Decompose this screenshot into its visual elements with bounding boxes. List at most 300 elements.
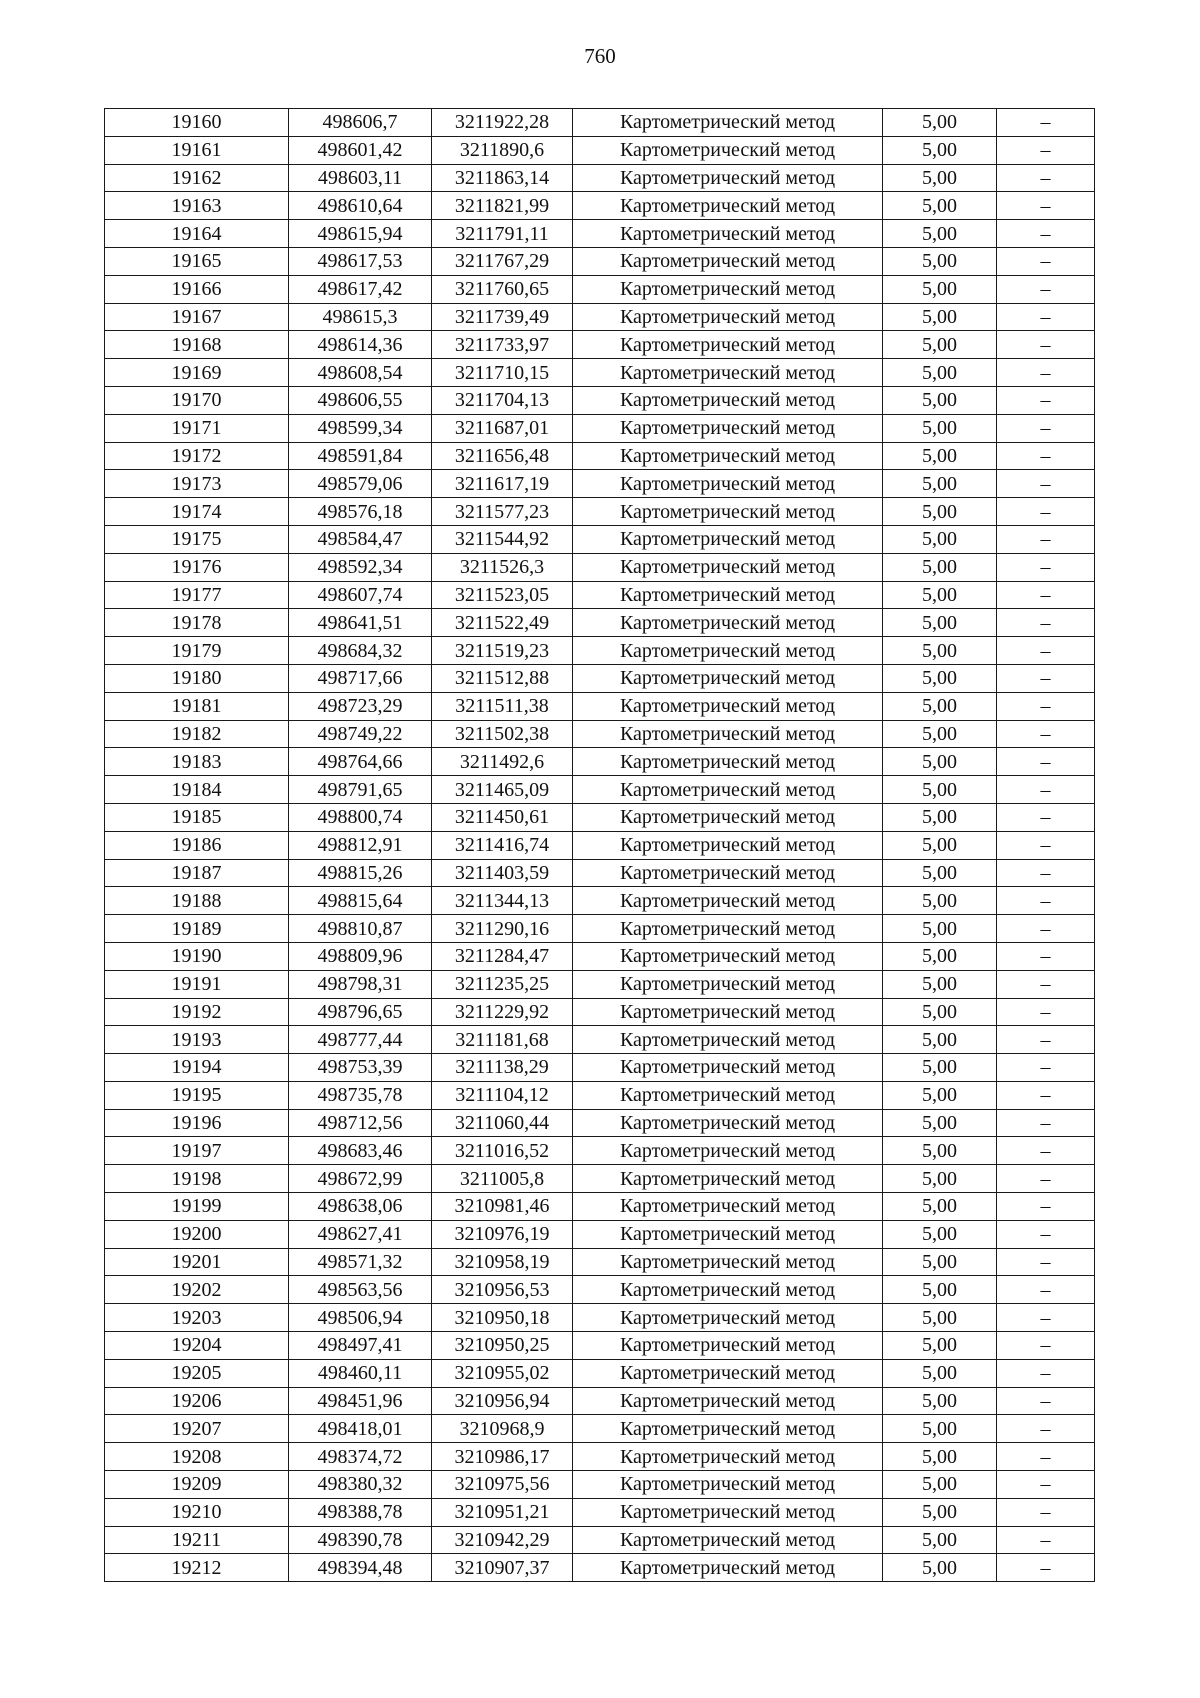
y-coordinate-cell: 3211511,38: [432, 692, 573, 720]
method-cell: Картометрический метод: [573, 609, 883, 637]
point-number-cell: 19170: [105, 386, 289, 414]
method-cell: Картометрический метод: [573, 803, 883, 831]
method-cell: Картометрический метод: [573, 331, 883, 359]
note-cell: –: [997, 1220, 1095, 1248]
note-cell: –: [997, 275, 1095, 303]
table-row: [105, 581, 1095, 609]
note-cell: –: [997, 386, 1095, 414]
note-cell: –: [997, 776, 1095, 804]
accuracy-cell: 5,00: [883, 1193, 997, 1221]
point-number-cell: 19201: [105, 1248, 289, 1276]
table-row: [105, 692, 1095, 720]
coordinates-table-body: [105, 109, 1095, 1582]
note-cell: –: [997, 1276, 1095, 1304]
y-coordinate-cell: 3210958,19: [432, 1248, 573, 1276]
method-cell: Картометрический метод: [573, 303, 883, 331]
y-coordinate-cell: 3210975,56: [432, 1471, 573, 1499]
accuracy-cell: 5,00: [883, 692, 997, 720]
point-number-cell: 19206: [105, 1387, 289, 1415]
point-number-cell: 19205: [105, 1359, 289, 1387]
y-coordinate-cell: 3211522,49: [432, 609, 573, 637]
accuracy-cell: 5,00: [883, 247, 997, 275]
x-coordinate-cell: 498684,32: [289, 637, 432, 665]
accuracy-cell: 5,00: [883, 164, 997, 192]
method-cell: Картометрический метод: [573, 386, 883, 414]
accuracy-cell: 5,00: [883, 1081, 997, 1109]
accuracy-cell: 5,00: [883, 192, 997, 220]
x-coordinate-cell: 498497,41: [289, 1332, 432, 1360]
note-cell: –: [997, 1415, 1095, 1443]
y-coordinate-cell: 3211922,28: [432, 109, 573, 137]
table-row: [105, 664, 1095, 692]
y-coordinate-cell: 3211710,15: [432, 359, 573, 387]
table-row: [105, 359, 1095, 387]
x-coordinate-cell: 498606,7: [289, 109, 432, 137]
method-cell: Картометрический метод: [573, 1109, 883, 1137]
method-cell: Картометрический метод: [573, 1026, 883, 1054]
table-row: [105, 331, 1095, 359]
point-number-cell: 19165: [105, 247, 289, 275]
note-cell: –: [997, 637, 1095, 665]
accuracy-cell: 5,00: [883, 275, 997, 303]
note-cell: –: [997, 498, 1095, 526]
note-cell: –: [997, 1026, 1095, 1054]
note-cell: –: [997, 359, 1095, 387]
table-row: [105, 1220, 1095, 1248]
point-number-cell: 19171: [105, 414, 289, 442]
y-coordinate-cell: 3211403,59: [432, 859, 573, 887]
accuracy-cell: 5,00: [883, 498, 997, 526]
method-cell: Картометрический метод: [573, 192, 883, 220]
note-cell: –: [997, 1387, 1095, 1415]
method-cell: Картометрический метод: [573, 1137, 883, 1165]
accuracy-cell: 5,00: [883, 1220, 997, 1248]
y-coordinate-cell: 3211492,6: [432, 748, 573, 776]
method-cell: Картометрический метод: [573, 1359, 883, 1387]
y-coordinate-cell: 3211704,13: [432, 386, 573, 414]
note-cell: –: [997, 609, 1095, 637]
point-number-cell: 19173: [105, 470, 289, 498]
accuracy-cell: 5,00: [883, 1415, 997, 1443]
x-coordinate-cell: 498380,32: [289, 1471, 432, 1499]
note-cell: –: [997, 1304, 1095, 1332]
accuracy-cell: 5,00: [883, 386, 997, 414]
table-row: [105, 1387, 1095, 1415]
y-coordinate-cell: 3211284,47: [432, 942, 573, 970]
y-coordinate-cell: 3211733,97: [432, 331, 573, 359]
method-cell: Картометрический метод: [573, 692, 883, 720]
x-coordinate-cell: 498672,99: [289, 1165, 432, 1193]
y-coordinate-cell: 3211060,44: [432, 1109, 573, 1137]
accuracy-cell: 5,00: [883, 220, 997, 248]
point-number-cell: 19179: [105, 637, 289, 665]
y-coordinate-cell: 3211519,23: [432, 637, 573, 665]
y-coordinate-cell: 3210942,29: [432, 1526, 573, 1554]
x-coordinate-cell: 498791,65: [289, 776, 432, 804]
note-cell: –: [997, 581, 1095, 609]
note-cell: –: [997, 1526, 1095, 1554]
table-row: [105, 970, 1095, 998]
point-number-cell: 19167: [105, 303, 289, 331]
point-number-cell: 19204: [105, 1332, 289, 1360]
method-cell: Картометрический метод: [573, 164, 883, 192]
x-coordinate-cell: 498451,96: [289, 1387, 432, 1415]
accuracy-cell: 5,00: [883, 776, 997, 804]
method-cell: Картометрический метод: [573, 942, 883, 970]
method-cell: Картометрический метод: [573, 1387, 883, 1415]
accuracy-cell: 5,00: [883, 637, 997, 665]
point-number-cell: 19166: [105, 275, 289, 303]
point-number-cell: 19190: [105, 942, 289, 970]
point-number-cell: 19174: [105, 498, 289, 526]
point-number-cell: 19176: [105, 553, 289, 581]
y-coordinate-cell: 3210955,02: [432, 1359, 573, 1387]
table-row: [105, 1193, 1095, 1221]
y-coordinate-cell: 3211104,12: [432, 1081, 573, 1109]
table-row: [105, 498, 1095, 526]
point-number-cell: 19160: [105, 109, 289, 137]
y-coordinate-cell: 3211512,88: [432, 664, 573, 692]
method-cell: Картометрический метод: [573, 1554, 883, 1582]
method-cell: Картометрический метод: [573, 915, 883, 943]
accuracy-cell: 5,00: [883, 1443, 997, 1471]
accuracy-cell: 5,00: [883, 525, 997, 553]
x-coordinate-cell: 498815,26: [289, 859, 432, 887]
y-coordinate-cell: 3211863,14: [432, 164, 573, 192]
x-coordinate-cell: 498506,94: [289, 1304, 432, 1332]
note-cell: –: [997, 859, 1095, 887]
table-row: [105, 609, 1095, 637]
table-row: [105, 192, 1095, 220]
y-coordinate-cell: 3211739,49: [432, 303, 573, 331]
method-cell: Картометрический метод: [573, 359, 883, 387]
table-row: [105, 859, 1095, 887]
method-cell: Картометрический метод: [573, 1498, 883, 1526]
note-cell: –: [997, 887, 1095, 915]
x-coordinate-cell: 498584,47: [289, 525, 432, 553]
x-coordinate-cell: 498798,31: [289, 970, 432, 998]
method-cell: Картометрический метод: [573, 109, 883, 137]
accuracy-cell: 5,00: [883, 1304, 997, 1332]
point-number-cell: 19178: [105, 609, 289, 637]
table-row: [105, 247, 1095, 275]
point-number-cell: 19208: [105, 1443, 289, 1471]
table-row: [105, 553, 1095, 581]
point-number-cell: 19198: [105, 1165, 289, 1193]
x-coordinate-cell: 498627,41: [289, 1220, 432, 1248]
y-coordinate-cell: 3211502,38: [432, 720, 573, 748]
point-number-cell: 19211: [105, 1526, 289, 1554]
point-number-cell: 19164: [105, 220, 289, 248]
accuracy-cell: 5,00: [883, 331, 997, 359]
x-coordinate-cell: 498712,56: [289, 1109, 432, 1137]
note-cell: –: [997, 247, 1095, 275]
note-cell: –: [997, 1054, 1095, 1082]
y-coordinate-cell: 3210950,25: [432, 1332, 573, 1360]
point-number-cell: 19197: [105, 1137, 289, 1165]
table-row: [105, 1332, 1095, 1360]
x-coordinate-cell: 498717,66: [289, 664, 432, 692]
y-coordinate-cell: 3211450,61: [432, 803, 573, 831]
accuracy-cell: 5,00: [883, 1498, 997, 1526]
accuracy-cell: 5,00: [883, 831, 997, 859]
point-number-cell: 19182: [105, 720, 289, 748]
table-row: [105, 1081, 1095, 1109]
note-cell: –: [997, 1193, 1095, 1221]
table-row: [105, 1165, 1095, 1193]
accuracy-cell: 5,00: [883, 1137, 997, 1165]
y-coordinate-cell: 3210986,17: [432, 1443, 573, 1471]
note-cell: –: [997, 1081, 1095, 1109]
note-cell: –: [997, 192, 1095, 220]
x-coordinate-cell: 498599,34: [289, 414, 432, 442]
method-cell: Картометрический метод: [573, 581, 883, 609]
note-cell: –: [997, 442, 1095, 470]
table-row: [105, 720, 1095, 748]
x-coordinate-cell: 498576,18: [289, 498, 432, 526]
x-coordinate-cell: 498394,48: [289, 1554, 432, 1582]
y-coordinate-cell: 3211890,6: [432, 136, 573, 164]
accuracy-cell: 5,00: [883, 442, 997, 470]
table-row: [105, 442, 1095, 470]
point-number-cell: 19185: [105, 803, 289, 831]
table-row: [105, 386, 1095, 414]
table-row: [105, 1471, 1095, 1499]
point-number-cell: 19186: [105, 831, 289, 859]
accuracy-cell: 5,00: [883, 1109, 997, 1137]
y-coordinate-cell: 3211344,13: [432, 887, 573, 915]
x-coordinate-cell: 498753,39: [289, 1054, 432, 1082]
accuracy-cell: 5,00: [883, 970, 997, 998]
note-cell: –: [997, 1471, 1095, 1499]
x-coordinate-cell: 498579,06: [289, 470, 432, 498]
note-cell: –: [997, 748, 1095, 776]
method-cell: Картометрический метод: [573, 470, 883, 498]
x-coordinate-cell: 498592,34: [289, 553, 432, 581]
x-coordinate-cell: 498812,91: [289, 831, 432, 859]
accuracy-cell: 5,00: [883, 1554, 997, 1582]
point-number-cell: 19209: [105, 1471, 289, 1499]
accuracy-cell: 5,00: [883, 109, 997, 137]
method-cell: Картометрический метод: [573, 442, 883, 470]
note-cell: –: [997, 692, 1095, 720]
note-cell: –: [997, 331, 1095, 359]
point-number-cell: 19184: [105, 776, 289, 804]
x-coordinate-cell: 498777,44: [289, 1026, 432, 1054]
method-cell: Картометрический метод: [573, 887, 883, 915]
note-cell: –: [997, 1359, 1095, 1387]
y-coordinate-cell: 3211791,11: [432, 220, 573, 248]
x-coordinate-cell: 498610,64: [289, 192, 432, 220]
method-cell: Картометрический метод: [573, 970, 883, 998]
method-cell: Картометрический метод: [573, 859, 883, 887]
x-coordinate-cell: 498735,78: [289, 1081, 432, 1109]
x-coordinate-cell: 498617,53: [289, 247, 432, 275]
x-coordinate-cell: 498615,94: [289, 220, 432, 248]
note-cell: –: [997, 915, 1095, 943]
x-coordinate-cell: 498764,66: [289, 748, 432, 776]
accuracy-cell: 5,00: [883, 136, 997, 164]
y-coordinate-cell: 3211465,09: [432, 776, 573, 804]
x-coordinate-cell: 498815,64: [289, 887, 432, 915]
accuracy-cell: 5,00: [883, 1387, 997, 1415]
point-number-cell: 19200: [105, 1220, 289, 1248]
note-cell: –: [997, 164, 1095, 192]
x-coordinate-cell: 498614,36: [289, 331, 432, 359]
point-number-cell: 19187: [105, 859, 289, 887]
y-coordinate-cell: 3211577,23: [432, 498, 573, 526]
accuracy-cell: 5,00: [883, 1332, 997, 1360]
y-coordinate-cell: 3211760,65: [432, 275, 573, 303]
x-coordinate-cell: 498601,42: [289, 136, 432, 164]
accuracy-cell: 5,00: [883, 470, 997, 498]
method-cell: Картометрический метод: [573, 247, 883, 275]
method-cell: Картометрический метод: [573, 553, 883, 581]
y-coordinate-cell: 3211181,68: [432, 1026, 573, 1054]
table-row: [105, 998, 1095, 1026]
method-cell: Картометрический метод: [573, 1054, 883, 1082]
accuracy-cell: 5,00: [883, 1276, 997, 1304]
method-cell: Картометрический метод: [573, 1081, 883, 1109]
y-coordinate-cell: 3211138,29: [432, 1054, 573, 1082]
note-cell: –: [997, 942, 1095, 970]
point-number-cell: 19192: [105, 998, 289, 1026]
accuracy-cell: 5,00: [883, 1248, 997, 1276]
method-cell: Картометрический метод: [573, 1304, 883, 1332]
y-coordinate-cell: 3210981,46: [432, 1193, 573, 1221]
y-coordinate-cell: 3210956,94: [432, 1387, 573, 1415]
table-row: [105, 220, 1095, 248]
point-number-cell: 19168: [105, 331, 289, 359]
note-cell: –: [997, 470, 1095, 498]
method-cell: Картометрический метод: [573, 1443, 883, 1471]
accuracy-cell: 5,00: [883, 1471, 997, 1499]
table-row: [105, 136, 1095, 164]
note-cell: –: [997, 1248, 1095, 1276]
y-coordinate-cell: 3210907,37: [432, 1554, 573, 1582]
accuracy-cell: 5,00: [883, 859, 997, 887]
table-row: [105, 637, 1095, 665]
table-row: [105, 915, 1095, 943]
method-cell: Картометрический метод: [573, 1248, 883, 1276]
accuracy-cell: 5,00: [883, 1026, 997, 1054]
note-cell: –: [997, 664, 1095, 692]
y-coordinate-cell: 3210968,9: [432, 1415, 573, 1443]
note-cell: –: [997, 1109, 1095, 1137]
x-coordinate-cell: 498591,84: [289, 442, 432, 470]
table-row: [105, 1554, 1095, 1582]
method-cell: Картометрический метод: [573, 414, 883, 442]
y-coordinate-cell: 3211821,99: [432, 192, 573, 220]
note-cell: –: [997, 414, 1095, 442]
table-row: [105, 1248, 1095, 1276]
y-coordinate-cell: 3211523,05: [432, 581, 573, 609]
point-number-cell: 19207: [105, 1415, 289, 1443]
table-row: [105, 942, 1095, 970]
y-coordinate-cell: 3210976,19: [432, 1220, 573, 1248]
note-cell: –: [997, 803, 1095, 831]
accuracy-cell: 5,00: [883, 609, 997, 637]
method-cell: Картометрический метод: [573, 1415, 883, 1443]
y-coordinate-cell: 3211544,92: [432, 525, 573, 553]
table-row: [105, 1026, 1095, 1054]
note-cell: –: [997, 525, 1095, 553]
accuracy-cell: 5,00: [883, 581, 997, 609]
y-coordinate-cell: 3211235,25: [432, 970, 573, 998]
y-coordinate-cell: 3211617,19: [432, 470, 573, 498]
y-coordinate-cell: 3211229,92: [432, 998, 573, 1026]
x-coordinate-cell: 498810,87: [289, 915, 432, 943]
accuracy-cell: 5,00: [883, 915, 997, 943]
y-coordinate-cell: 3211526,3: [432, 553, 573, 581]
table-row: [105, 414, 1095, 442]
method-cell: Картометрический метод: [573, 998, 883, 1026]
y-coordinate-cell: 3210956,53: [432, 1276, 573, 1304]
x-coordinate-cell: 498749,22: [289, 720, 432, 748]
point-number-cell: 19169: [105, 359, 289, 387]
point-number-cell: 19172: [105, 442, 289, 470]
x-coordinate-cell: 498608,54: [289, 359, 432, 387]
method-cell: Картометрический метод: [573, 498, 883, 526]
x-coordinate-cell: 498418,01: [289, 1415, 432, 1443]
point-number-cell: 19199: [105, 1193, 289, 1221]
y-coordinate-cell: 3211416,74: [432, 831, 573, 859]
point-number-cell: 19195: [105, 1081, 289, 1109]
x-coordinate-cell: 498460,11: [289, 1359, 432, 1387]
point-number-cell: 19163: [105, 192, 289, 220]
accuracy-cell: 5,00: [883, 748, 997, 776]
method-cell: Картометрический метод: [573, 776, 883, 804]
accuracy-cell: 5,00: [883, 1359, 997, 1387]
accuracy-cell: 5,00: [883, 1165, 997, 1193]
point-number-cell: 19161: [105, 136, 289, 164]
table-row: [105, 1109, 1095, 1137]
x-coordinate-cell: 498638,06: [289, 1193, 432, 1221]
accuracy-cell: 5,00: [883, 887, 997, 915]
point-number-cell: 19193: [105, 1026, 289, 1054]
y-coordinate-cell: 3211005,8: [432, 1165, 573, 1193]
note-cell: –: [997, 1165, 1095, 1193]
note-cell: –: [997, 1443, 1095, 1471]
note-cell: –: [997, 136, 1095, 164]
note-cell: –: [997, 109, 1095, 137]
note-cell: –: [997, 998, 1095, 1026]
note-cell: –: [997, 970, 1095, 998]
x-coordinate-cell: 498800,74: [289, 803, 432, 831]
point-number-cell: 19194: [105, 1054, 289, 1082]
table-row: [105, 470, 1095, 498]
table-row: [105, 1304, 1095, 1332]
method-cell: Картометрический метод: [573, 637, 883, 665]
table-row: [105, 1526, 1095, 1554]
table-row: [105, 831, 1095, 859]
table-row: [105, 525, 1095, 553]
x-coordinate-cell: 498606,55: [289, 386, 432, 414]
x-coordinate-cell: 498809,96: [289, 942, 432, 970]
y-coordinate-cell: 3210951,21: [432, 1498, 573, 1526]
table-row: [105, 1415, 1095, 1443]
table-row: [105, 1498, 1095, 1526]
note-cell: –: [997, 1554, 1095, 1582]
note-cell: –: [997, 1498, 1095, 1526]
method-cell: Картометрический метод: [573, 831, 883, 859]
point-number-cell: 19181: [105, 692, 289, 720]
x-coordinate-cell: 498723,29: [289, 692, 432, 720]
table-row: [105, 1276, 1095, 1304]
table-row: [105, 887, 1095, 915]
accuracy-cell: 5,00: [883, 803, 997, 831]
x-coordinate-cell: 498683,46: [289, 1137, 432, 1165]
